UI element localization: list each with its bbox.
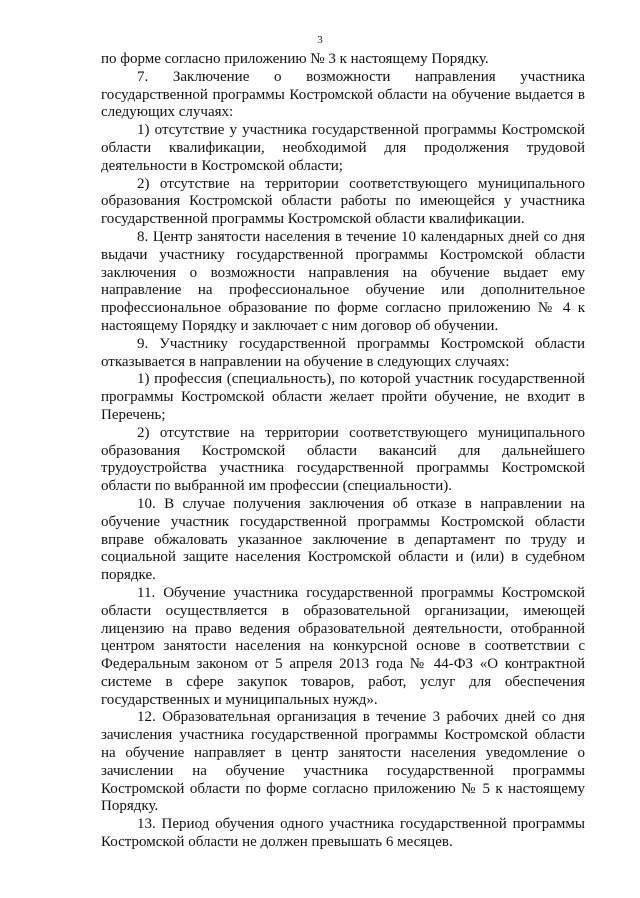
paragraph-13: 13. Период обучения одного участника государственной программы Костромской области не должен превышать 6 месяцев. [101, 816, 585, 851]
paragraph-11: 11. Обучение участника государственной программы Костромской области осуществляется в образовательной организации, имеющей лицензию на право ведения образовательной деятельности, отобранной центром занятости населения на конкурсной основе в соответствии с Федеральным законом от 5 апреля 2013 года № 44-ФЗ «О контрактной системе в сфере закупок товаров, работ, услуг для обеспечения государственных и муниципальных нужд». [101, 584, 585, 708]
paragraph-continuation: по форме согласно приложению № 3 к настоящему Порядку. [101, 51, 489, 67]
paragraph-10: 10. В случае получения заключения об отказе в направлении на обучение участник государственной программы Костромской области вправе обжаловать указанное заключение в департамент по труду и социальной защите населения Костромской области и (или) в судебном порядке. [101, 495, 585, 584]
paragraph-7: 7. Заключение о возможности направления участника государственной программы Костромской области на обучение выдается в следующих случаях: [101, 68, 585, 121]
paragraph-9-item-2: 2) отсутствие на территории соответствующего муниципального образования Костромской области вакансий для дальнейшего трудоустройства участника государственной программы Костромской области по выбранной им профессии (специальности). [101, 424, 585, 495]
paragraph-9-item-1: 1) профессия (специальность), по которой участник государственной программы Костромской области желает пройти обучение, не входит в Перечень; [101, 371, 585, 423]
paragraph-7-item-2: 2) отсутствие на территории соответствующего муниципального образования Костромской области работы по имеющейся у участника государственной программы Костромской области квалификации. [101, 175, 585, 228]
document-body [101, 51, 585, 852]
paragraph-7-item-1: 1) отсутствие у участника государственной программы Костромской области квалификации, необходимой для продолжения трудовой деятельности в Костромской области; [101, 122, 585, 174]
page-number: 3 [317, 34, 323, 46]
paragraph-9: 9. Участнику государственной программы Костромской области отказывается в направлении на обучение в следующих случаях: [101, 335, 585, 370]
paragraph-12: 12. Образовательная организация в течение 3 рабочих дней со дня зачисления участника государственной программы Костромской области на обучение направляет в центр занятости населения уведомление о зачислении на обучение участника государственной программы Костромской области по форме согласно приложению № 5 к настоящему Порядку. [101, 709, 585, 815]
paragraph-8: 8. Центр занятости населения в течение 10 календарных дней со дня выдачи участнику государственной программы Костромской области заключения о возможности направления на обучение выдает ему направление на профессиональное обучение или дополнительное профессиональное образование по форме согласно приложению № 4 к настоящему Порядку и заключает с ним договор об обучении. [101, 228, 585, 334]
